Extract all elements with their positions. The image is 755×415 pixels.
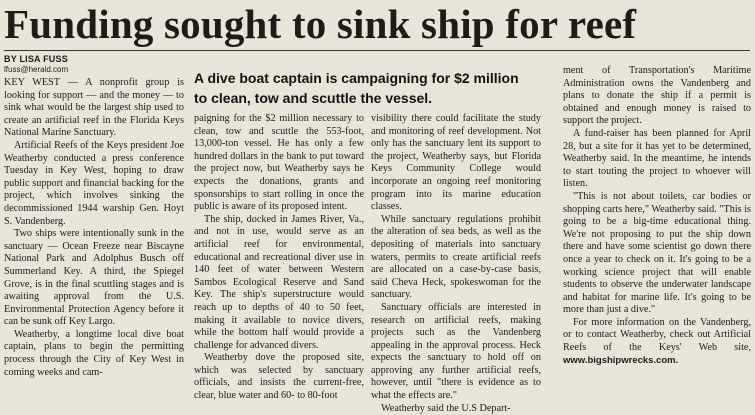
author-email[interactable]: lfuss@herald.com <box>4 65 69 74</box>
paragraph: Weatherby, a longtime local dive boat captain, plans to begin the permitting process through the City of Key West in coming weeks and cam- <box>4 328 184 378</box>
column-3 <box>371 113 541 414</box>
paragraph-text: For more information on the Vandenberg, or to contact Weatherby, check out Artificial Reefs of the Keys' Web site, <box>563 316 751 354</box>
paragraph: KEY WEST — A nonprofit group is looking for support — and the money — to sink what would be the largest ship used to create an artificial reef in the Florida Keys National Marine Sanctuary. <box>4 77 184 139</box>
column-4 <box>563 65 751 400</box>
paragraph-last <box>563 317 751 367</box>
headline-rule <box>4 50 750 51</box>
paragraph: While sanctuary regulations prohibit the alteration of sea beds, as well as the depositing of materials into sanctuary waters, permits to create artificial reefs are allocated on a case-by-case basis, said Cheva Heck, spokeswoman for the sanctuary. <box>371 213 541 301</box>
paragraph: paigning for the $2 million necessary to clean, tow and scuttle the 553-foot, 13,000-ton vessel. He has only a few hundred dollars in the bank to put toward the project now, but Weatherby says he expects the donations, grants and sponsorships to start rolling in once the public is aware of its proposed intent. <box>194 113 364 213</box>
column-2 <box>194 113 364 400</box>
paragraph: Weatherby dove the proposed site, which was selected by sanctuary officials, and insists the current-free, clear, blue water and 60- to 80-foot <box>194 352 364 402</box>
deck-subheadline: A dive boat captain is campaigning for $2 million to clean, tow and scuttle the vessel. <box>194 70 519 106</box>
paragraph: Two ships were intentionally sunk in the sanctuary — Ocean Freeze near Biscayne National Park and Adolphus Busch off Summerland Key. A third, the Spiegel Grove, is in the final scuttling stages and is awaiting approval from the U.S. Environmental Protection Agency before it can be sunk off Key Largo. <box>4 228 184 328</box>
paragraph: ment of Transportation's Maritime Administration owns the Vandenberg and plans to donate the ship if a permit is obtained and enough money is raised to support the project. <box>563 65 751 127</box>
paragraph: "This is not about toilets, car bodies or shopping carts here," Weatherby said. "This is going to be a big-time educational thing. We're not proposing to put the ship down there and have some scientist go down there once a year to check on it. It's going to be a working science project that will enable students to observe the underwater landscape and habitat for marine life. It's going to be more than just a dive." <box>563 190 751 316</box>
paragraph: visibility there could facilitate the study and monitoring of reef development. Not only has the sanctuary lent its support to the project, Weatherby says, but Florida Keys Community College would incorporate an ongoing reef monitoring program into its marine education classes. <box>371 113 541 213</box>
byline: BY LISA FUSS <box>4 54 68 64</box>
paragraph: The ship, docked in James River, Va., and not in use, would serve as an artificial reef for environmental, educational and recreational diver use in 140 feet of water between Western Sambos Ecological Reserve and Sand Key. The ship's superstructure would reach up to depths of 40 to 50 feet, making it available to novice divers, while the bottom half would provide a challenge for advanced divers. <box>194 213 364 351</box>
headline: Funding sought to sink ship for reef <box>4 1 637 47</box>
paragraph: Weatherby said the U.S Depart- <box>381 402 511 414</box>
paragraph: Artificial Reefs of the Keys president Joe Weatherby conducted a press conference Tuesday in Key West, hoping to draw public support and financial backing for the project, which involves sinking the decommissioned 1944 warship Gen. Hoyt S. Vandenberg. <box>4 139 184 227</box>
paragraph: A fund-raiser has been planned for April 28, but a site for it has yet to be determined, Weatherby said. In the meantime, he intends to start touting the project to whoever will listen. <box>563 127 751 190</box>
column-1 <box>4 77 184 400</box>
paragraph: Sanctuary officials are interested in research on artificial reefs, making projects such as the Vandenberg appealing in the approval process. Heck expects the sanctuary to hold off on approving any further artificial reefs, however, until "there is evidence as to what the effects are." <box>371 301 541 402</box>
website-link[interactable]: www.bigshipwrecks.com. <box>563 354 679 366</box>
